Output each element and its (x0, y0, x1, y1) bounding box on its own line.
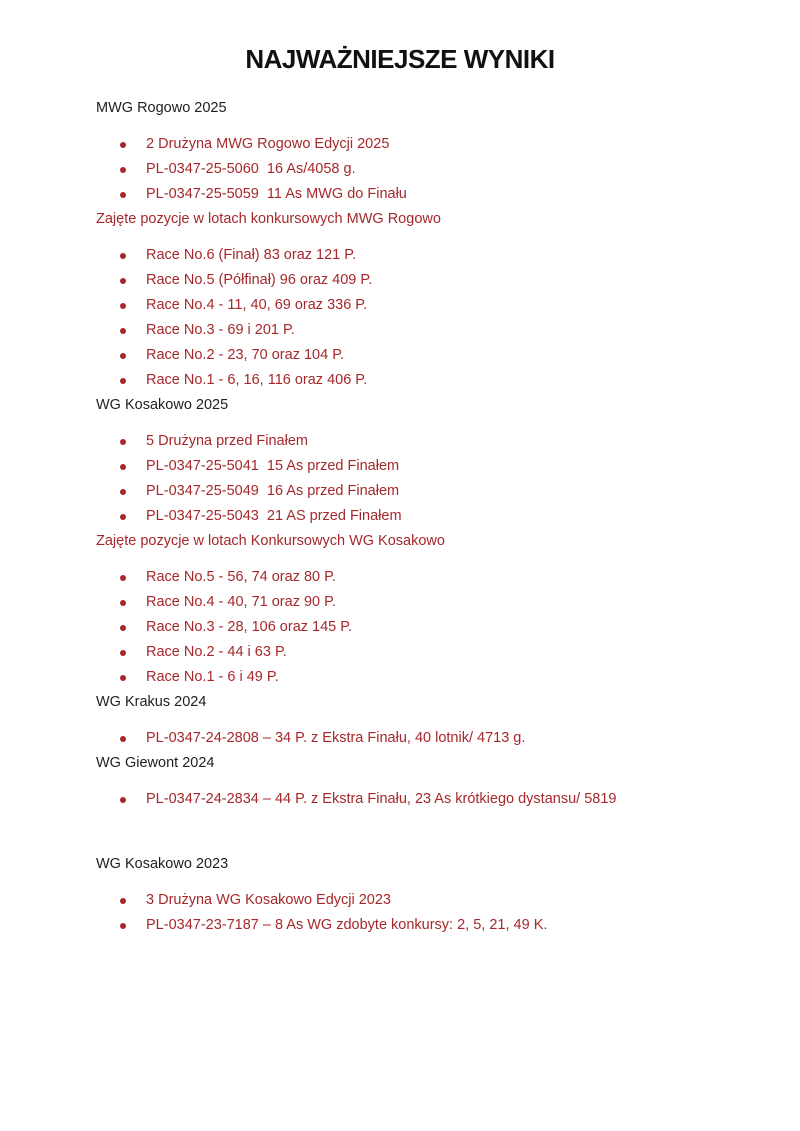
bullet-icon (120, 797, 126, 803)
list-item-text: Race No.3 - 69 i 201 P. (146, 322, 295, 338)
bullet-icon (120, 142, 126, 148)
bullet-icon (120, 378, 126, 384)
list-item (146, 669, 704, 686)
section-heading: WG Kosakowo 2025 (96, 397, 229, 413)
list-item-text: 2 Drużyna MWG Rogowo Edycji 2025 (146, 136, 390, 152)
bullet-icon (120, 625, 126, 631)
list-item-text: PL-0347-25-5060 16 As/4058 g. (146, 161, 356, 177)
list-item (146, 892, 704, 909)
list-item-text: Race No.5 (Półfinał) 96 oraz 409 P. (146, 272, 373, 288)
list-item-text: Race No.1 - 6 i 49 P. (146, 669, 279, 685)
list-item (146, 161, 704, 178)
blank-line (96, 816, 704, 852)
list-item-text: PL-0347-25-5049 16 As przed Finałem (146, 483, 400, 499)
bullet-icon (120, 253, 126, 259)
results-section (96, 755, 704, 808)
bullet-icon (120, 353, 126, 359)
list-item-text: PL-0347-25-5059 11 As MWG do Finału (146, 186, 407, 202)
list-item-text: Race No.2 - 23, 70 oraz 104 P. (146, 347, 345, 363)
list-item (146, 594, 704, 611)
bullet-icon (120, 489, 126, 495)
list-item (146, 186, 704, 203)
bullet-list (96, 569, 704, 686)
list-item-text: Race No.1 - 6, 16, 116 oraz 406 P. (146, 372, 368, 388)
bullet-icon (120, 675, 126, 681)
list-item (146, 458, 704, 475)
list-item (146, 347, 704, 364)
list-item-text: PL-0347-24-2808 – 34 P. z Ekstra Finału, 40 lotnik/ 4713 g. (146, 730, 526, 746)
bullet-icon (120, 600, 126, 606)
list-item-text: PL-0347-23-7187 – 8 As WG zdobyte konkursy: 2, 5, 21, 49 K. (146, 917, 548, 933)
list-item (146, 644, 704, 661)
list-item-text: Race No.5 - 56, 74 oraz 80 P. (146, 569, 336, 585)
results-section (96, 694, 704, 747)
section-heading: Zajęte pozycje w lotach konkursowych MWG Rogowo (96, 211, 441, 227)
list-item-text: Race No.4 - 11, 40, 69 oraz 336 P. (146, 297, 368, 313)
section-heading: MWG Rogowo 2025 (96, 100, 227, 116)
bullet-icon (120, 167, 126, 173)
list-item (146, 619, 704, 636)
list-item-text: Race No.3 - 28, 106 oraz 145 P. (146, 619, 353, 635)
list-item (146, 322, 704, 339)
bullet-icon (120, 464, 126, 470)
bullet-icon (120, 439, 126, 445)
list-item (146, 247, 704, 264)
list-item (146, 508, 704, 525)
list-item (146, 483, 704, 500)
results-section (96, 100, 704, 203)
list-item (146, 297, 704, 314)
list-item (146, 136, 704, 153)
results-section (96, 856, 704, 934)
bullet-icon (120, 514, 126, 520)
list-item-text: 3 Drużyna WG Kosakowo Edycji 2023 (146, 892, 391, 908)
bullet-icon (120, 303, 126, 309)
sections (96, 100, 704, 934)
section-heading: WG Krakus 2024 (96, 694, 207, 710)
bullet-list (96, 892, 704, 934)
list-item (146, 730, 704, 747)
results-section (96, 533, 704, 686)
document-title: NAJWAŻNIEJSZE WYNIKI (245, 44, 555, 74)
bullet-list (96, 433, 704, 525)
bullet-list (96, 730, 704, 747)
list-item (146, 372, 704, 389)
section-heading: Zajęte pozycje w lotach Konkursowych WG Kosakowo (96, 533, 445, 549)
section-heading: WG Giewont 2024 (96, 755, 215, 771)
list-item-text: 5 Drużyna przed Finałem (146, 433, 308, 449)
list-item-text: PL-0347-25-5043 21 AS przed Finałem (146, 508, 402, 524)
list-item (146, 433, 704, 450)
list-item-text: Race No.2 - 44 i 63 P. (146, 644, 287, 660)
bullet-icon (120, 650, 126, 656)
list-item-text: Race No.6 (Finał) 83 oraz 121 P. (146, 247, 357, 263)
section-heading: WG Kosakowo 2023 (96, 856, 229, 872)
bullet-icon (120, 328, 126, 334)
results-section (96, 211, 704, 389)
bullet-icon (120, 923, 126, 929)
list-item (146, 569, 704, 586)
list-item-text: PL-0347-24-2834 – 44 P. z Ekstra Finału, 23 As krótkiego dystansu/ 5819 (146, 791, 617, 807)
list-item (146, 917, 704, 934)
bullet-list (96, 247, 704, 389)
list-item-text: Race No.4 - 40, 71 oraz 90 P. (146, 594, 336, 610)
list-item (146, 272, 704, 289)
results-section (96, 397, 704, 525)
bullet-icon (120, 898, 126, 904)
bullet-list (96, 136, 704, 203)
bullet-icon (120, 192, 126, 198)
bullet-icon (120, 736, 126, 742)
bullet-icon (120, 278, 126, 284)
list-item (146, 791, 704, 808)
list-item-text: PL-0347-25-5041 15 As przed Finałem (146, 458, 400, 474)
bullet-icon (120, 575, 126, 581)
bullet-list (96, 791, 704, 808)
